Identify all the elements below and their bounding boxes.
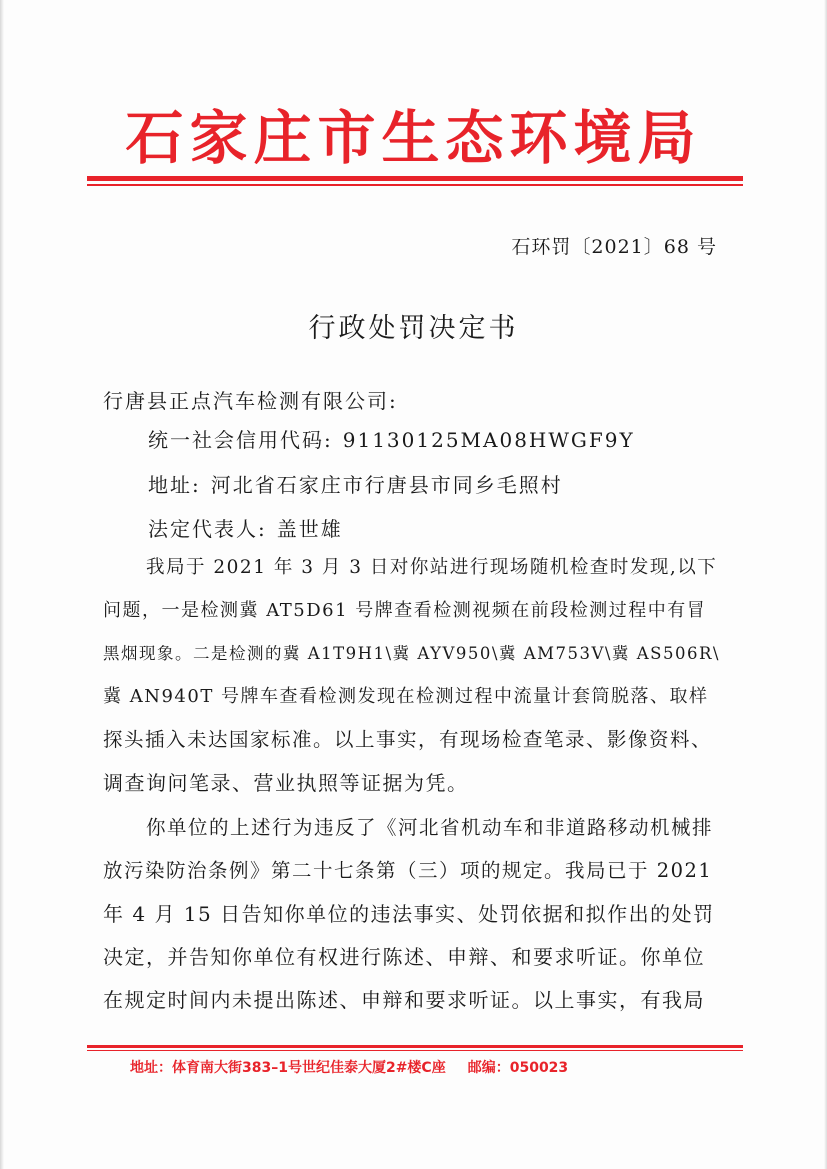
field-label: 法定代表人: <box>148 517 267 541</box>
field-label: 地址: <box>148 473 201 497</box>
agency-masthead: 石家庄市生态环境局 <box>125 104 702 172</box>
document-title: 行政处罚决定书 <box>308 313 519 344</box>
legal-representative-field <box>148 513 343 542</box>
footer-postcode: 邮编：050023 <box>467 1060 569 1076</box>
footer-address: 地址：体育南大街383–1号世纪佳泰大厦2#楼C座 <box>130 1060 446 1076</box>
body-line: 年 4 月 15 日告知你单位的违法事实、处罚依据和拟作出的处罚 <box>103 902 715 926</box>
body-line: 问题，一是检测冀 AT5D61 号牌查看检测视频在前段检测过程中有冒 <box>103 600 707 621</box>
field-value: 河北省石家庄市行唐县市同乡毛照村 <box>210 473 563 497</box>
footer-rule-thick <box>87 1045 743 1048</box>
masthead-rule-thin <box>87 184 743 186</box>
field-label: 统一社会信用代码: <box>148 428 333 452</box>
body-line: 黑烟现象。二是检测的冀 A1T9H1\冀 AYV950\冀 AM753V\冀 AS506R\ <box>103 644 720 663</box>
recipient-name: 行唐县正点汽车检测有限公司: <box>103 389 398 413</box>
masthead-rule-thick <box>87 176 743 181</box>
body-line: 放污染防治条例》第二十七条第（三）项的规定。我局已于 2021 <box>103 859 713 882</box>
footer-rule-thin <box>87 1050 743 1051</box>
address-field <box>148 469 563 498</box>
field-value: 91130125MA08HWGF9Y <box>342 428 635 452</box>
body-line: 决定，并告知你单位有权进行陈述、申辩、和要求听证。你单位 <box>103 945 705 969</box>
body-line: 探头插入未达国家标准。以上事实，有现场检查笔录、影像资料、 <box>103 728 713 751</box>
body-line: 调查询问笔录、营业执照等证据为凭。 <box>103 771 469 795</box>
footer-contact <box>130 1057 568 1077</box>
field-value: 盖世雄 <box>276 517 343 541</box>
document-number: 石环罚〔2021〕68 号 <box>511 236 717 258</box>
body-line: 冀 AN940T 号牌车查看检测发现在检测过程中流量计套筒脱落、取样 <box>103 686 709 707</box>
body-line: 我局于 2021 年 3 月 3 日对你站进行现场随机检查时发现,以下 <box>146 557 718 578</box>
credit-code-field <box>148 424 635 453</box>
body-line: 你单位的上述行为违反了《河北省机动车和非道路移动机械排 <box>146 816 714 839</box>
body-line: 在规定时间内未提出陈述、申辩和要求听证。以上事实，有我局 <box>103 988 705 1012</box>
